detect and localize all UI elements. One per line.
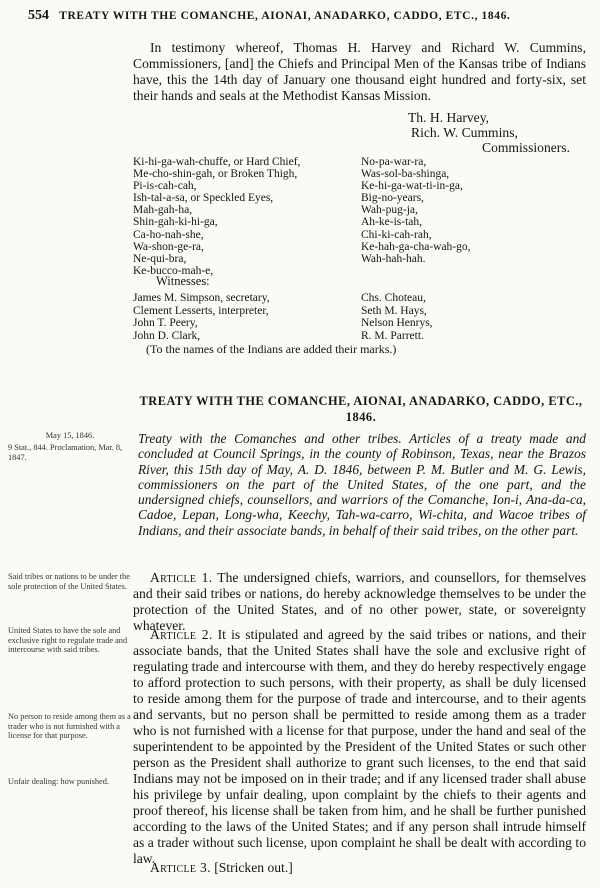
commissioner-signature-harvey: Th. H. Harvey, bbox=[408, 110, 490, 125]
commissioners-caption: Commissioners. bbox=[482, 140, 570, 155]
chief-name: Ah-ke-is-tah, bbox=[361, 216, 422, 229]
chiefs-list-right bbox=[361, 156, 471, 265]
chief-name: Me-cho-shin-gah, or Broken Thigh, bbox=[133, 168, 298, 181]
chief-name: Shin-gah-ki-hi-ga, bbox=[133, 216, 218, 229]
article-3 bbox=[150, 860, 293, 876]
witness-name: James M. Simpson, secretary, bbox=[133, 292, 270, 304]
chief-name: Chi-ki-cah-rah, bbox=[361, 228, 432, 241]
witnesses-heading: Witnesses: bbox=[156, 274, 210, 288]
running-head-title: TREATY WITH THE COMANCHE, AIONAI, ANADARKO, CADDO, ETC., 1846. bbox=[59, 10, 511, 22]
chief-name: Pi-is-cah-cah, bbox=[133, 180, 197, 193]
marks-note: (To the names of the Indians are added their marks.) bbox=[146, 342, 397, 356]
article-1-text: The undersigned chiefs, warriors, and counsellors, for themselves and their said tribes or nations, do hereby acknowledge themselves to be under the protection of the United States, and of no other power, state, or sovereignty whatever. bbox=[133, 570, 586, 633]
margin-note-statute: 9 Stat., 844. Proclamation, Mar. 8, 1847. bbox=[8, 443, 123, 462]
chief-name: No-pa-war-ra, bbox=[361, 156, 427, 168]
article-3-label: Article 3. bbox=[150, 860, 211, 875]
article-1 bbox=[133, 570, 586, 634]
page-number: 554 bbox=[28, 8, 49, 23]
chief-name: Wa-shon-ge-ra, bbox=[133, 240, 204, 253]
chief-name: Ish-tal-a-sa, or Speckled Eyes, bbox=[133, 192, 274, 205]
chief-name: Ke-hah-ga-cha-wah-go, bbox=[361, 240, 471, 253]
witness-name: Chs. Choteau, bbox=[361, 292, 426, 304]
chief-name: Ca-ho-nah-she, bbox=[133, 228, 204, 241]
article-2 bbox=[133, 627, 586, 867]
chief-name: Wah-pug-ja, bbox=[361, 204, 418, 217]
article-2-text: It is stipulated and agreed by the said tribes or nations, and their associate bands, that the United States shall have the sole and exclusive right of regulating trade and intercourse with them, and they do hereby respectively engage to afford protection to such persons, with their property, as shall be duly licensed to reside among them for the purpose of trade and intercourse, and to their agents and servants, but no person shall be permitted to reside among them as a trader who is not furnished with a license for that purpose, under the hand and seal of the superintendent to be appointed by the President of the United States or such other person as the President shall authorize to grant such licenses, to the end that said Indians may not be imposed on in their trade; and if any licensed trader shall abuse his privilege by unfair dealing, upon complaint by the chiefs to their agents and proof thereof, his license shall be taken from him, and he shall be further punished according to the laws of the United States; and if any person shall intrude himself as a trader without such license, upon complaint he shall be dealt with according to law. bbox=[133, 627, 586, 866]
margin-note-protection: Said tribes or nations to be under the sole protection of the United States. bbox=[8, 572, 130, 591]
article-2-label: Article 2. bbox=[150, 627, 213, 642]
chief-name: Was-sol-ba-shinga, bbox=[361, 168, 450, 181]
treaty-title: TREATY WITH THE COMANCHE, AIONAI, ANADARKO, CADDO, ETC., 1846. bbox=[139, 394, 583, 424]
witness-name: R. M. Parrett. bbox=[361, 329, 424, 342]
treaty-preamble: Treaty with the Comanches and other tribes. Articles of a treaty made and concluded at Council Springs, in the county of Robinson, Texas, near the Brazos River, this 15th day of May, A. D. 1846, between P. M. Butler and M. G. Lewis, commissioners on the part of the United States, of the one part, and the undersigned chiefs, counsellors, and warriors of the Comanche, Ion-i, Ana-da-ca, Cadoe, Lepan, Long-wha, Keechy, Tah-wa-carro, Wi-chita, and Wacoe tribes of Indians, and their associate bands, in behalf of their said tribes, on the other part. bbox=[138, 431, 586, 538]
chief-name: Ki-hi-ga-wah-chuffe, or Hard Chief, bbox=[133, 156, 301, 168]
margin-note-trade-right: United States to have the sole and exclusive right to regulate trade and intercourse with said tribes. bbox=[8, 626, 128, 655]
witness-name: Seth M. Hays, bbox=[361, 304, 427, 317]
witness-name: John T. Peery, bbox=[133, 317, 198, 330]
article-1-label: Article 1. bbox=[150, 570, 213, 585]
commissioner-signature-cummins: Rich. W. Cummins, bbox=[411, 125, 518, 140]
testimony-paragraph: In testimony whereof, Thomas H. Harvey and Richard W. Cummins, Commissioners, [and] the Chiefs and Principal Men of the Kansas tribe of Indians have, this the 14th day of January one thousand eight hundred and forty-six, set their hands and seals at the Methodist Kansas Mission. bbox=[133, 40, 586, 103]
chief-name: Ke-bucco-mah-e, bbox=[133, 264, 214, 277]
chief-name: Wah-hah-hah. bbox=[361, 252, 426, 265]
chief-name: Mah-gah-ha, bbox=[133, 204, 193, 217]
witness-name: John D. Clark, bbox=[133, 329, 201, 342]
margin-note-date: May 15, 1846. bbox=[45, 431, 95, 440]
margin-note-license: No person to reside among them as a trader who is not furnished with a license for that purpose. bbox=[8, 712, 131, 741]
chiefs-list-left bbox=[133, 156, 300, 277]
running-head bbox=[28, 7, 588, 24]
witnesses-list-right bbox=[361, 292, 433, 342]
witnesses-list-left bbox=[133, 292, 270, 342]
article-3-text: [Stricken out.] bbox=[214, 860, 293, 875]
witness-name: Clement Lesserts, interpreter, bbox=[133, 304, 269, 317]
chief-name: Ke-hi-ga-wat-ti-in-ga, bbox=[361, 180, 463, 193]
margin-note-unfair-dealing: Unfair dealing: how punished. bbox=[8, 777, 109, 786]
witness-name: Nelson Henrys, bbox=[361, 317, 433, 330]
chief-name: Ne-qui-bra, bbox=[133, 252, 187, 265]
chief-name: Big-no-years, bbox=[361, 192, 424, 205]
